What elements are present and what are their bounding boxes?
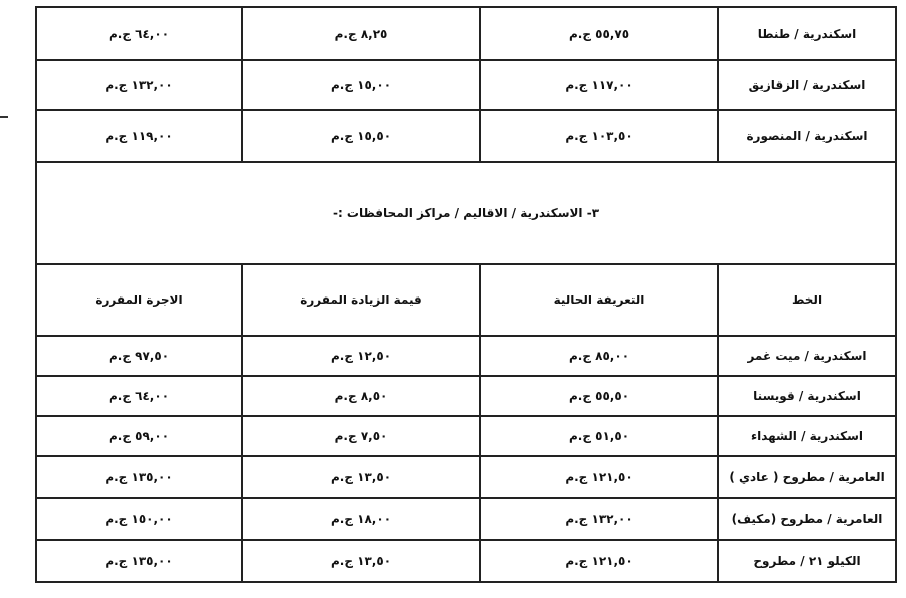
increase-cell: ١٣,٥٠ ج.م [242,456,480,498]
increase-cell: ٨,٢٥ ج.م [242,7,480,60]
header-new-fare: الاجرة المقررة [36,264,242,336]
new-fare-cell: ١١٩,٠٠ ج.م [36,110,242,162]
increase-cell: ١٢,٥٠ ج.م [242,336,480,376]
new-fare-cell: ٥٩,٠٠ ج.م [36,416,242,456]
current-fare-cell: ٥٥,٥٠ ج.م [480,376,718,416]
route-cell: الكيلو ٢١ / مطروح [718,540,896,582]
current-fare-cell: ٥٥,٧٥ ج.م [480,7,718,60]
increase-cell: ٧,٥٠ ج.م [242,416,480,456]
table-row [36,498,896,540]
route-cell: العامرية / مطروح ( عادي ) [718,456,896,498]
increase-cell: ١٥,٠٠ ج.م [242,60,480,110]
new-fare-cell: ٩٧,٥٠ ج.م [36,336,242,376]
table-row [36,416,896,456]
increase-cell: ١٥,٥٠ ج.م [242,110,480,162]
route-cell: اسكندرية / قويسنا [718,376,896,416]
route-cell: اسكندرية / ميت غمر [718,336,896,376]
section-title: ٣- الاسكندرية / الاقاليم / مراكز المحافظات :- [36,162,896,264]
route-cell: اسكندرية / المنصورة [718,110,896,162]
table-row [36,336,896,376]
new-fare-cell: ١٣٥,٠٠ ج.م [36,456,242,498]
route-cell: اسكندرية / الزقازيق [718,60,896,110]
new-fare-cell: ١٥٠,٠٠ ج.م [36,498,242,540]
fare-table [35,6,897,583]
margin-mark [0,116,8,118]
current-fare-cell: ١٢١,٥٠ ج.م [480,456,718,498]
header-line: الخط [718,264,896,336]
current-fare-cell: ١٣٢,٠٠ ج.م [480,498,718,540]
section-row [36,162,896,264]
route-cell: العامرية / مطروح (مكيف) [718,498,896,540]
new-fare-cell: ٦٤,٠٠ ج.م [36,7,242,60]
new-fare-cell: ١٣٢,٠٠ ج.م [36,60,242,110]
header-increase: قيمة الزيادة المقررة [242,264,480,336]
current-fare-cell: ١٠٣,٥٠ ج.م [480,110,718,162]
table-row [36,110,896,162]
table-row [36,540,896,582]
increase-cell: ١٨,٠٠ ج.م [242,498,480,540]
header-current-fare: التعريفة الحالية [480,264,718,336]
table-row [36,7,896,60]
route-cell: اسكندرية / طنطا [718,7,896,60]
current-fare-cell: ٥١,٥٠ ج.م [480,416,718,456]
current-fare-cell: ٨٥,٠٠ ج.م [480,336,718,376]
table-row [36,60,896,110]
increase-cell: ١٣,٥٠ ج.م [242,540,480,582]
route-cell: اسكندرية / الشهداء [718,416,896,456]
current-fare-cell: ١٢١,٥٠ ج.م [480,540,718,582]
new-fare-cell: ١٣٥,٠٠ ج.م [36,540,242,582]
table-row [36,376,896,416]
header-row [36,264,896,336]
table-row [36,456,896,498]
new-fare-cell: ٦٤,٠٠ ج.م [36,376,242,416]
current-fare-cell: ١١٧,٠٠ ج.م [480,60,718,110]
increase-cell: ٨,٥٠ ج.م [242,376,480,416]
